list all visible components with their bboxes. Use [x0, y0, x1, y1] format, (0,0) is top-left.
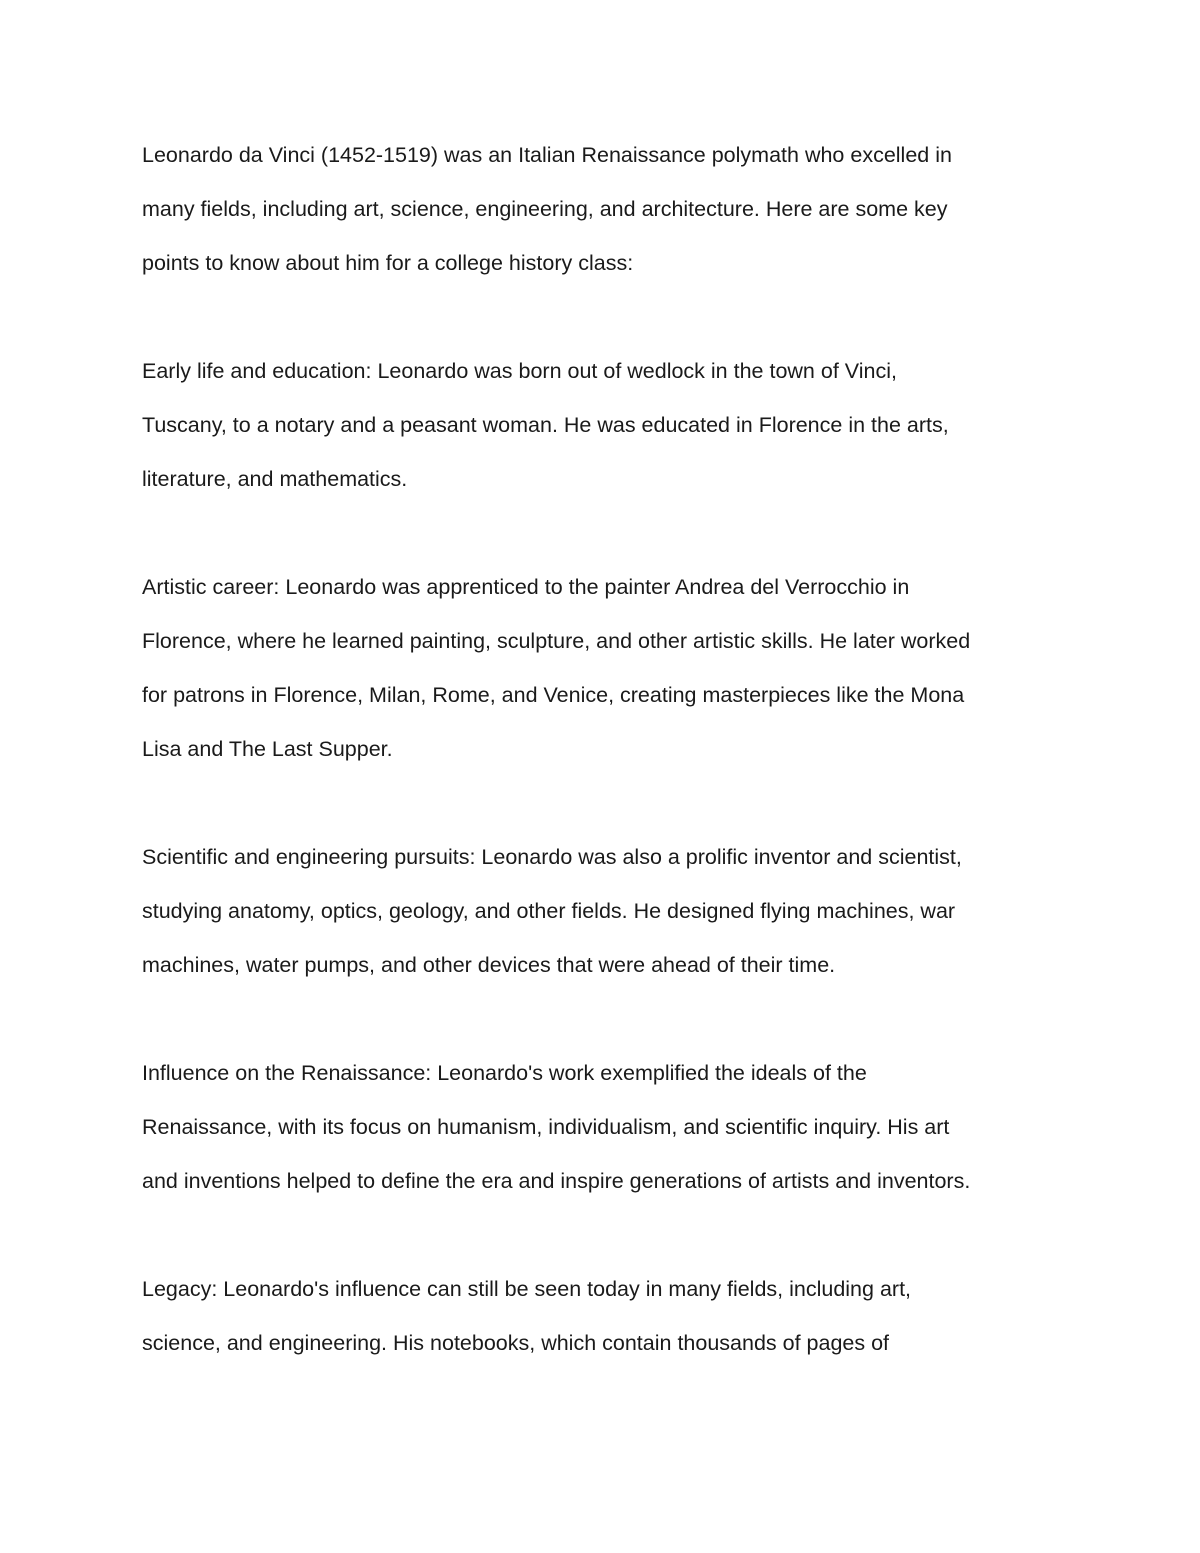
text-line: for patrons in Florence, Milan, Rome, and Venice, creating masterpieces like the Mona — [142, 683, 965, 707]
text-line: Scientific and engineering pursuits: Leonardo was also a prolific inventor and scientist, — [142, 845, 962, 869]
paragraph-intro — [142, 128, 1072, 290]
document-body — [142, 128, 1072, 1424]
text-line: points to know about him for a college history class: — [142, 251, 634, 275]
paragraph-early-life — [142, 344, 1072, 506]
text-line: literature, and mathematics. — [142, 467, 408, 491]
text-line: Early life and education: Leonardo was born out of wedlock in the town of Vinci, — [142, 359, 897, 383]
text-line: studying anatomy, optics, geology, and other fields. He designed flying machines, war — [142, 899, 956, 923]
text-line: and inventions helped to define the era and inspire generations of artists and inventors. — [142, 1169, 971, 1193]
paragraph-scientific-pursuits — [142, 830, 1072, 992]
text-line: Lisa and The Last Supper. — [142, 737, 393, 761]
text-line: Influence on the Renaissance: Leonardo's work exemplified the ideals of the — [142, 1061, 867, 1085]
paragraph-legacy — [142, 1262, 1072, 1370]
text-line: Renaissance, with its focus on humanism, individualism, and scientific inquiry. His art — [142, 1115, 950, 1139]
text-line: Artistic career: Leonardo was apprenticed to the painter Andrea del Verrocchio in — [142, 575, 910, 599]
text-line: Leonardo da Vinci (1452-1519) was an Italian Renaissance polymath who excelled in — [142, 143, 952, 167]
text-line: machines, water pumps, and other devices that were ahead of their time. — [142, 953, 836, 977]
text-line: Legacy: Leonardo's influence can still be seen today in many fields, including art, — [142, 1277, 912, 1301]
text-line: Florence, where he learned painting, sculpture, and other artistic skills. He later worked — [142, 629, 971, 653]
paragraph-artistic-career — [142, 560, 1072, 776]
text-line: Tuscany, to a notary and a peasant woman. He was educated in Florence in the arts, — [142, 413, 949, 437]
paragraph-renaissance-influence — [142, 1046, 1072, 1208]
text-line: science, and engineering. His notebooks, which contain thousands of pages of — [142, 1331, 890, 1355]
text-line: many fields, including art, science, engineering, and architecture. Here are some key — [142, 197, 948, 221]
